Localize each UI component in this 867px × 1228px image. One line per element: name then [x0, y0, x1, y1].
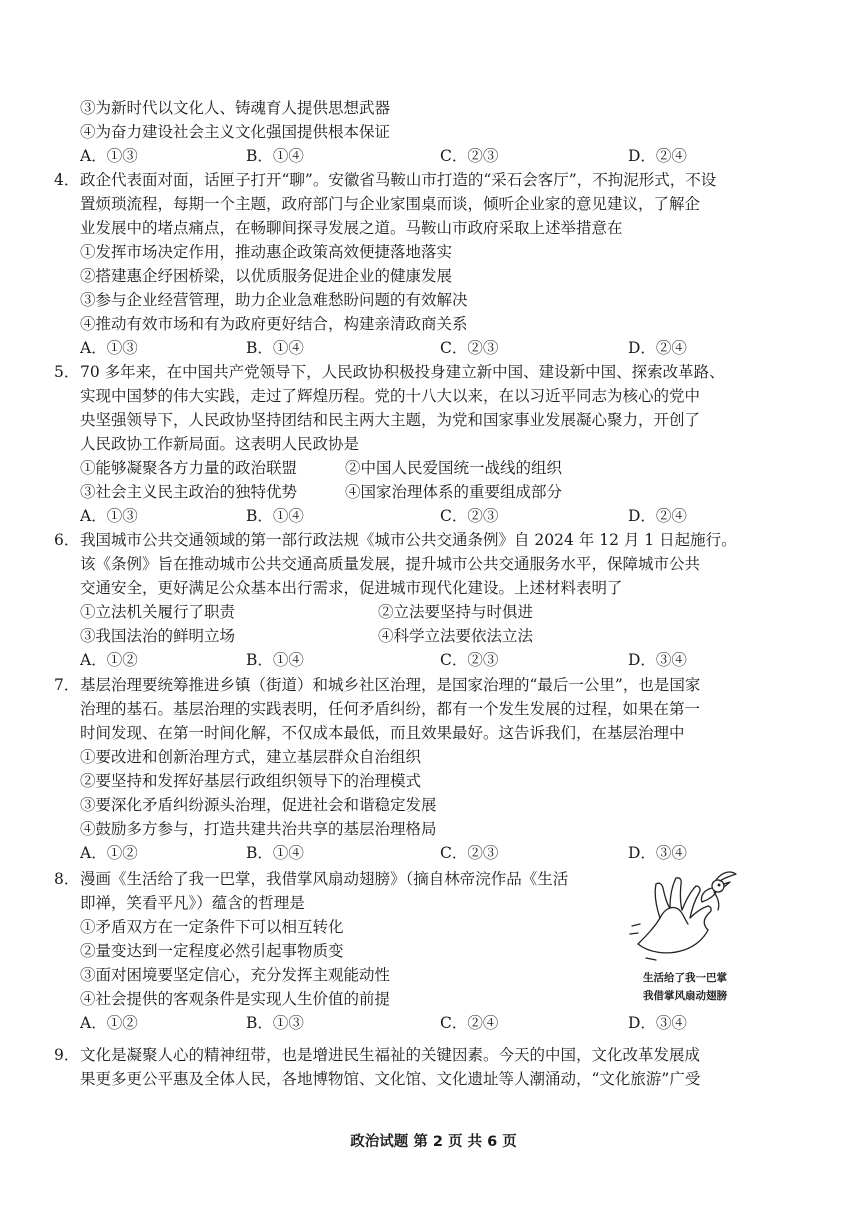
- q5-stem-line: 央坚强领导下，人民政协坚持团结和民主两大主题，为党和国家事业发展凝心聚力，开创了: [80, 411, 701, 429]
- q4-item-1: ①发挥市场决定作用，推动惠企政策高效便捷落地落实: [80, 243, 453, 261]
- question-number: 5．: [54, 363, 80, 381]
- question-number: 4．: [54, 171, 80, 189]
- option-c[interactable]: C．②③: [440, 844, 499, 862]
- option-a[interactable]: A．①③: [80, 339, 138, 357]
- option-c[interactable]: C．②③: [440, 507, 499, 525]
- option-a[interactable]: A．①③: [80, 147, 138, 165]
- q7-stem-line: 7． 基层治理要统筹推进乡镇（街道）和城乡社区治理，是国家治理的“最后一公里”，也是国家: [0, 673, 867, 698]
- option-c[interactable]: C．②③: [440, 147, 499, 165]
- cartoon-illustration: [626, 866, 744, 1006]
- q7-item-4: ④鼓励多方参与，打造共建共治共享的基层治理格局: [80, 820, 437, 838]
- q4-item-4: ④推动有效市场和有为政府更好结合，构建亲清政商关系: [80, 315, 468, 333]
- q7-item-2: ②要坚持和发挥好基层行政组织领导下的治理模式: [80, 772, 422, 790]
- q7-stem-line: 治理的基石。基层治理的实践表明，任何矛盾纠纷，都有一个发生发展的过程，如果在第一: [80, 700, 701, 718]
- question-number: 6．: [54, 531, 80, 549]
- option-d[interactable]: D．②④: [628, 147, 687, 165]
- q4-options: [0, 336, 867, 361]
- option-d[interactable]: D．②④: [628, 339, 687, 357]
- q3-item-4: ④为奋力建设社会主义文化强国提供根本保证: [80, 123, 391, 141]
- q8-item-3: ③面对困境要坚定信心，充分发挥主观能动性: [80, 966, 391, 984]
- option-c[interactable]: C．②③: [440, 651, 499, 669]
- option-a[interactable]: A．①②: [80, 844, 138, 862]
- cartoon-caption: 我借掌风扇动翅膀: [643, 990, 727, 1002]
- option-d[interactable]: D．③④: [628, 1014, 687, 1032]
- option-d[interactable]: D．③④: [628, 844, 687, 862]
- q4-stem-line: 置烦琐流程，每期一个主题，政府部门与企业家围桌而谈，倾听企业家的意见建议，了解企: [80, 195, 701, 213]
- option-d[interactable]: D．③④: [628, 651, 687, 669]
- q6-stem-line: 交通安全，更好满足公众基本出行需求，促进城市现代化建设。上述材料表明了: [80, 579, 623, 597]
- q4-stem-line: 4． 政企代表面对面，话匣子打开“聊”。安徽省马鞍山市打造的“采石会客厅”，不拘泥形式，不设: [0, 168, 867, 193]
- q5-items-row: ③社会主义民主政治的独特优势 ④国家治理体系的重要组成部分: [80, 483, 563, 501]
- q8-item-1: ①矛盾双方在一定条件下可以相互转化: [80, 918, 344, 936]
- q8-options: [0, 1011, 867, 1036]
- option-b[interactable]: B．①④: [246, 339, 304, 357]
- cartoon-caption: 生活给了我一巴掌: [643, 972, 727, 984]
- q8-item-2: ②量变达到一定程度必然引起事物质变: [80, 942, 344, 960]
- option-b[interactable]: B．①④: [246, 651, 304, 669]
- q4-item-2: ②搭建惠企纾困桥梁，以优质服务促进企业的健康发展: [80, 267, 453, 285]
- question-number: 7．: [54, 676, 80, 694]
- option-c[interactable]: C．②④: [440, 1014, 499, 1032]
- q7-item-3: ③要深化矛盾纠纷源头治理，促进社会和谐稳定发展: [80, 796, 437, 814]
- option-b[interactable]: B．①④: [246, 844, 304, 862]
- question-number: 9．: [54, 1046, 80, 1064]
- option-c[interactable]: C．②③: [440, 339, 499, 357]
- hand-bird-drawing: [626, 866, 744, 966]
- option-a[interactable]: A．①②: [80, 1014, 138, 1032]
- option-b[interactable]: B．①④: [246, 507, 304, 525]
- q8-stem-line: 8． 漫画《生活给了我一巴掌，我借掌风扇动翅膀》（摘自林帝浣作品《生活: [0, 867, 867, 892]
- q7-options: [0, 841, 867, 866]
- page-footer: 政治试题 第 2 页 共 6 页: [350, 1134, 517, 1150]
- q5-stem-line: 实现中国梦的伟大实践，走过了辉煌历程。党的十八大以来，在以习近平同志为核心的党中: [80, 387, 701, 405]
- option-b[interactable]: B．①④: [246, 147, 304, 165]
- q4-stem-line: 业发展中的堵点痛点，在畅聊间探寻发展之道。马鞍山市政府采取上述举措意在: [80, 219, 623, 237]
- q6-options: [0, 648, 867, 673]
- q3-item-3: ③为新时代以文化人、铸魂育人提供思想武器: [80, 99, 391, 117]
- q9-stem-line: 9． 文化是凝聚人心的精神纽带，也是增进民生福祉的关键因素。今天的中国，文化改革发展成: [0, 1043, 867, 1068]
- q5-stem-line: 人民政协工作新局面。这表明人民政协是: [80, 435, 360, 453]
- q6-stem-line: 6． 我国城市公共交通领域的第一部行政法规《城市公共交通条例》自 2024 年 12 月 1 日起施行。: [0, 528, 867, 553]
- q8-item-4: ④社会提供的客观条件是实现人生价值的前提: [80, 990, 391, 1008]
- q6-stem-line: 该《条例》旨在推动城市公共交通高质量发展，提升城市公共交通服务水平，保障城市公共: [80, 555, 701, 573]
- q3-options: [0, 144, 867, 169]
- option-d[interactable]: D．②④: [628, 507, 687, 525]
- q8-stem-line: 即禅，笑看平凡》）蕴含的哲理是: [80, 894, 305, 912]
- q4-item-3: ③参与企业经营管理，助力企业急难愁盼问题的有效解决: [80, 291, 468, 309]
- question-number: 8．: [54, 870, 80, 888]
- q5-items-row: ①能够凝聚各方力量的政治联盟 ②中国人民爱国统一战线的组织: [80, 459, 563, 477]
- q6-items-row: ③我国法治的鲜明立场 ④科学立法要依法立法: [80, 627, 534, 645]
- option-a[interactable]: A．①②: [80, 651, 138, 669]
- q7-item-1: ①要改进和创新治理方式，建立基层群众自治组织: [80, 748, 422, 766]
- q5-options: [0, 504, 867, 529]
- q6-items-row: ①立法机关履行了职责 ②立法要坚持与时俱进: [80, 603, 534, 621]
- q9-stem-line: 果更多更公平惠及全体人民，各地博物馆、文化馆、文化遗址等人潮涌动，“文化旅游”广受: [80, 1070, 701, 1088]
- option-b[interactable]: B．①③: [246, 1014, 304, 1032]
- option-a[interactable]: A．①③: [80, 507, 138, 525]
- q5-stem-line: 5． 70 多年来，在中国共产党领导下，人民政协积极投身建立新中国、建设新中国、探索改革路、: [0, 360, 867, 385]
- q7-stem-line: 时间发现、在第一时间化解，不仅成本最低，而且效果最好。这告诉我们，在基层治理中: [80, 724, 685, 742]
